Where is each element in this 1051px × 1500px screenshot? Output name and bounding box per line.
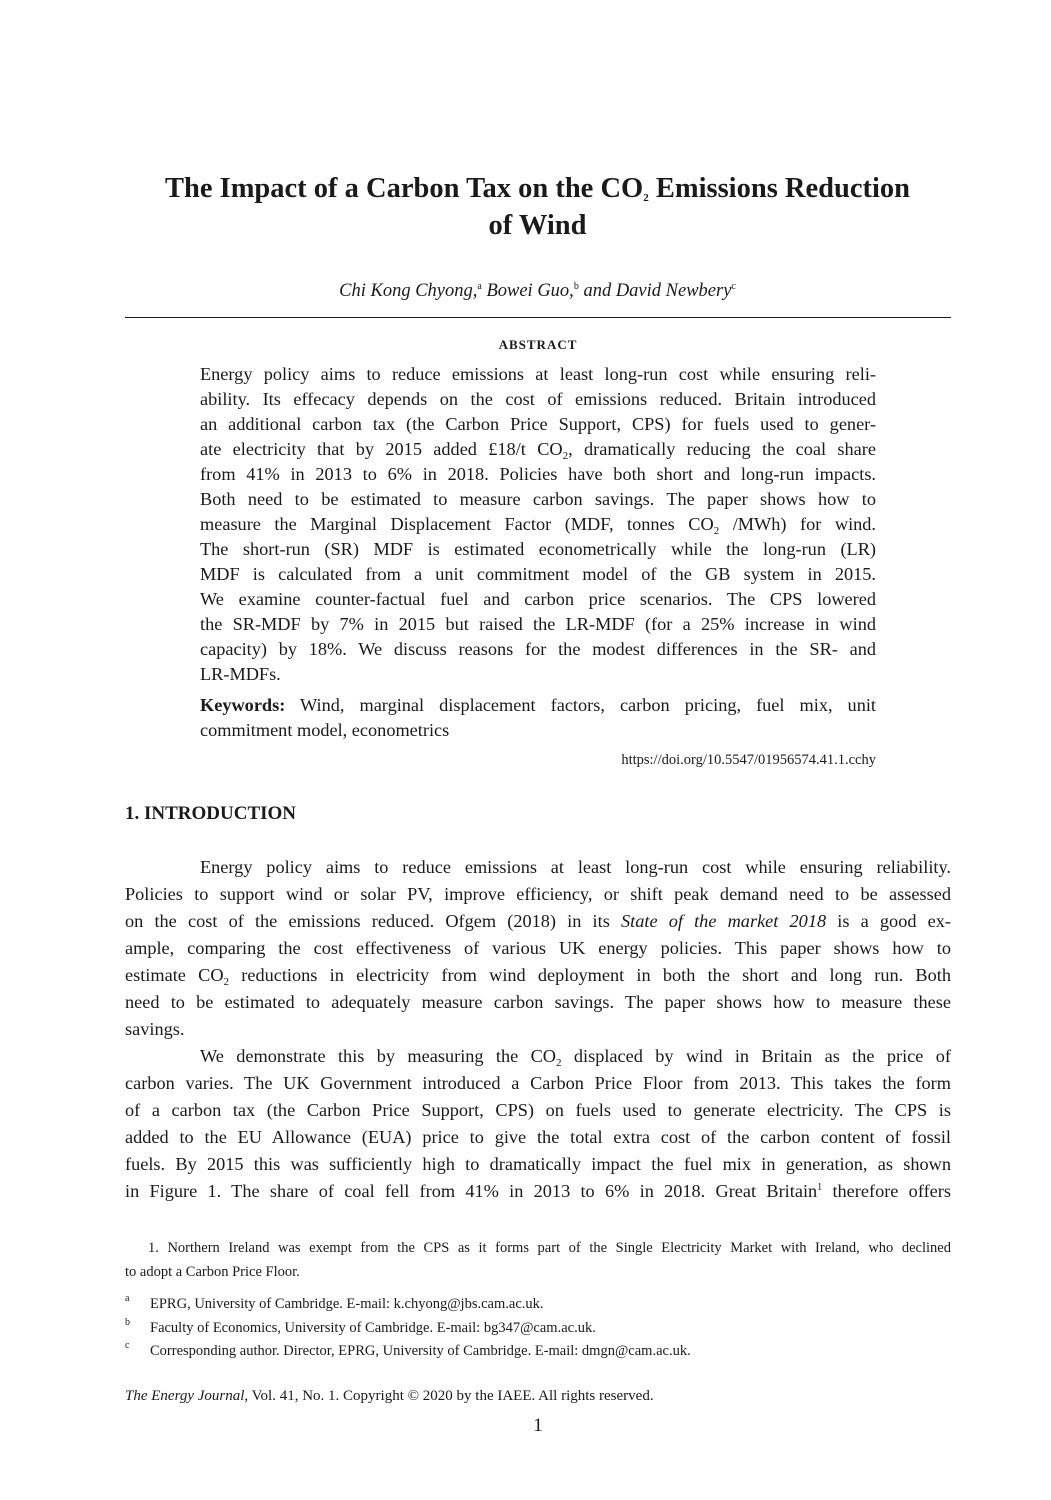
abstract-line: from 41% in 2013 to 6% in 2018. Policies have both short and long-run impacts. [200, 464, 876, 484]
body-line: estimate $CO_2$ reductions in electricity from wind deployment in both the short and long run. Both [125, 965, 951, 988]
affiliation-a: a EPRG, University of Cambridge. E-mail: k.chyong@jbs.cam.ac.uk. [125, 1293, 544, 1312]
footnote-marker: 1 [817, 1182, 823, 1193]
body-line: in Figure 1. The share of coal fell from 41% in 2013 to 6% in 2018. Great Britain$^1$ therefore offers [125, 1181, 951, 1201]
body-line: need to be estimated to adequately measure carbon savings. The paper shows how to measure these [125, 992, 951, 1012]
abstract-line: LR-MDFs. [200, 664, 281, 684]
abstract-line: Both need to be estimated to measure carbon savings. The paper shows how to [200, 489, 876, 509]
abstract-line: an additional carbon tax (the Carbon Price Support, CPS) for fuels used to gener- [200, 414, 876, 434]
body-line: savings. [125, 1019, 185, 1039]
body-line: Policies to support wind or solar PV, improve efficiency, or shift peak demand need to be assessed [125, 884, 951, 904]
abstract-line: the SR-MDF by 7% in 2015 but raised the LR-MDF (for a 25% increase in wind [200, 614, 876, 634]
abstract-line: measure the Marginal Displacement Factor (MDF, tonnes $CO_2$ /MWh) for wind. [200, 514, 876, 537]
footnote-1-cont: to adopt a Carbon Price Floor. [125, 1264, 300, 1280]
affiliation-c: c Corresponding author. Director, EPRG, University of Cambridge. E-mail: dmgn@cam.ac.uk. [125, 1340, 691, 1359]
paper-title: The Impact of a Carbon Tax on the $CO_2$ Emissions Reduction of Wind [164, 173, 911, 241]
body-line: ample, comparing the cost effectiveness of various UK energy policies. This paper shows how to [125, 938, 951, 958]
footnote-1: 1. Northern Ireland was exempt from the CPS as it forms part of the Single Electricity Market with Ireland, who declined [148, 1240, 951, 1256]
abstract-line: MDF is calculated from a unit commitment model of the GB system in 2015. [200, 564, 876, 584]
body-line: added to the EU Allowance (EUA) price to give the total extra cost of the carbon content of fossil [125, 1127, 951, 1147]
body-line: on the cost of the emissions reduced. Ofgem (2018) in its State of the market 2018 is a good ex- [125, 911, 951, 931]
abstract-line: ate electricity that by 2015 added £18/t $CO_2$, dramatically reducing the coal share [200, 439, 876, 462]
journal-footer: The Energy Journal, Vol. 41, No. 1. Copyright © 2020 by the IAEE. All rights reserved. [125, 1388, 654, 1404]
keywords-line: commitment model, econometrics [200, 720, 450, 740]
body-line: Energy policy aims to reduce emissions at least long-run cost while ensuring reliability. [200, 857, 951, 877]
keywords-line: Keywords: Wind, marginal displacement factors, carbon pricing, fuel mix, unit [200, 695, 876, 715]
abstract-line: We examine counter-factual fuel and carbon price scenarios. The CPS lowered [200, 589, 876, 609]
abstract-line: The short-run (SR) MDF is estimated econometrically while the long-run (LR) [200, 539, 876, 559]
author-list: Chi Kong Chyong,$^a$ Bowei Guo,$^b$ and David Newbery$^c$ [339, 281, 736, 301]
section-heading: 1. INTRODUCTION [125, 803, 297, 824]
body-line: of a carbon tax (the Carbon Price Support, CPS) on fuels used to generate electricity. The CPS is [125, 1100, 951, 1120]
affiliation-b: b Faculty of Economics, University of Cambridge. E-mail: bg347@cam.ac.uk. [125, 1317, 596, 1336]
abstract-line: capacity) by 18%. We discuss reasons for the modest differences in the SR- and [200, 639, 876, 659]
title-divider [125, 317, 951, 318]
abstract-line: ability. Its effecacy depends on the cost of emissions reduced. Britain introduced [200, 389, 876, 409]
body-line: carbon varies. The UK Government introduced a Carbon Price Floor from 2013. This takes the form [125, 1073, 951, 1093]
body-line: We demonstrate this by measuring the $CO_2$ displaced by wind in Britain as the price of [200, 1046, 951, 1069]
abstract-line: Energy policy aims to reduce emissions at least long-run cost while ensuring reli- [200, 364, 876, 384]
body-line: fuels. By 2015 this was sufficiently high to dramatically impact the fuel mix in generation, as shown [125, 1154, 951, 1174]
page-number: 1 [533, 1415, 543, 1436]
abstract-heading: ABSTRACT [498, 337, 578, 352]
doi-link[interactable]: https://doi.org/10.5547/01956574.41.1.cchy [621, 752, 876, 768]
